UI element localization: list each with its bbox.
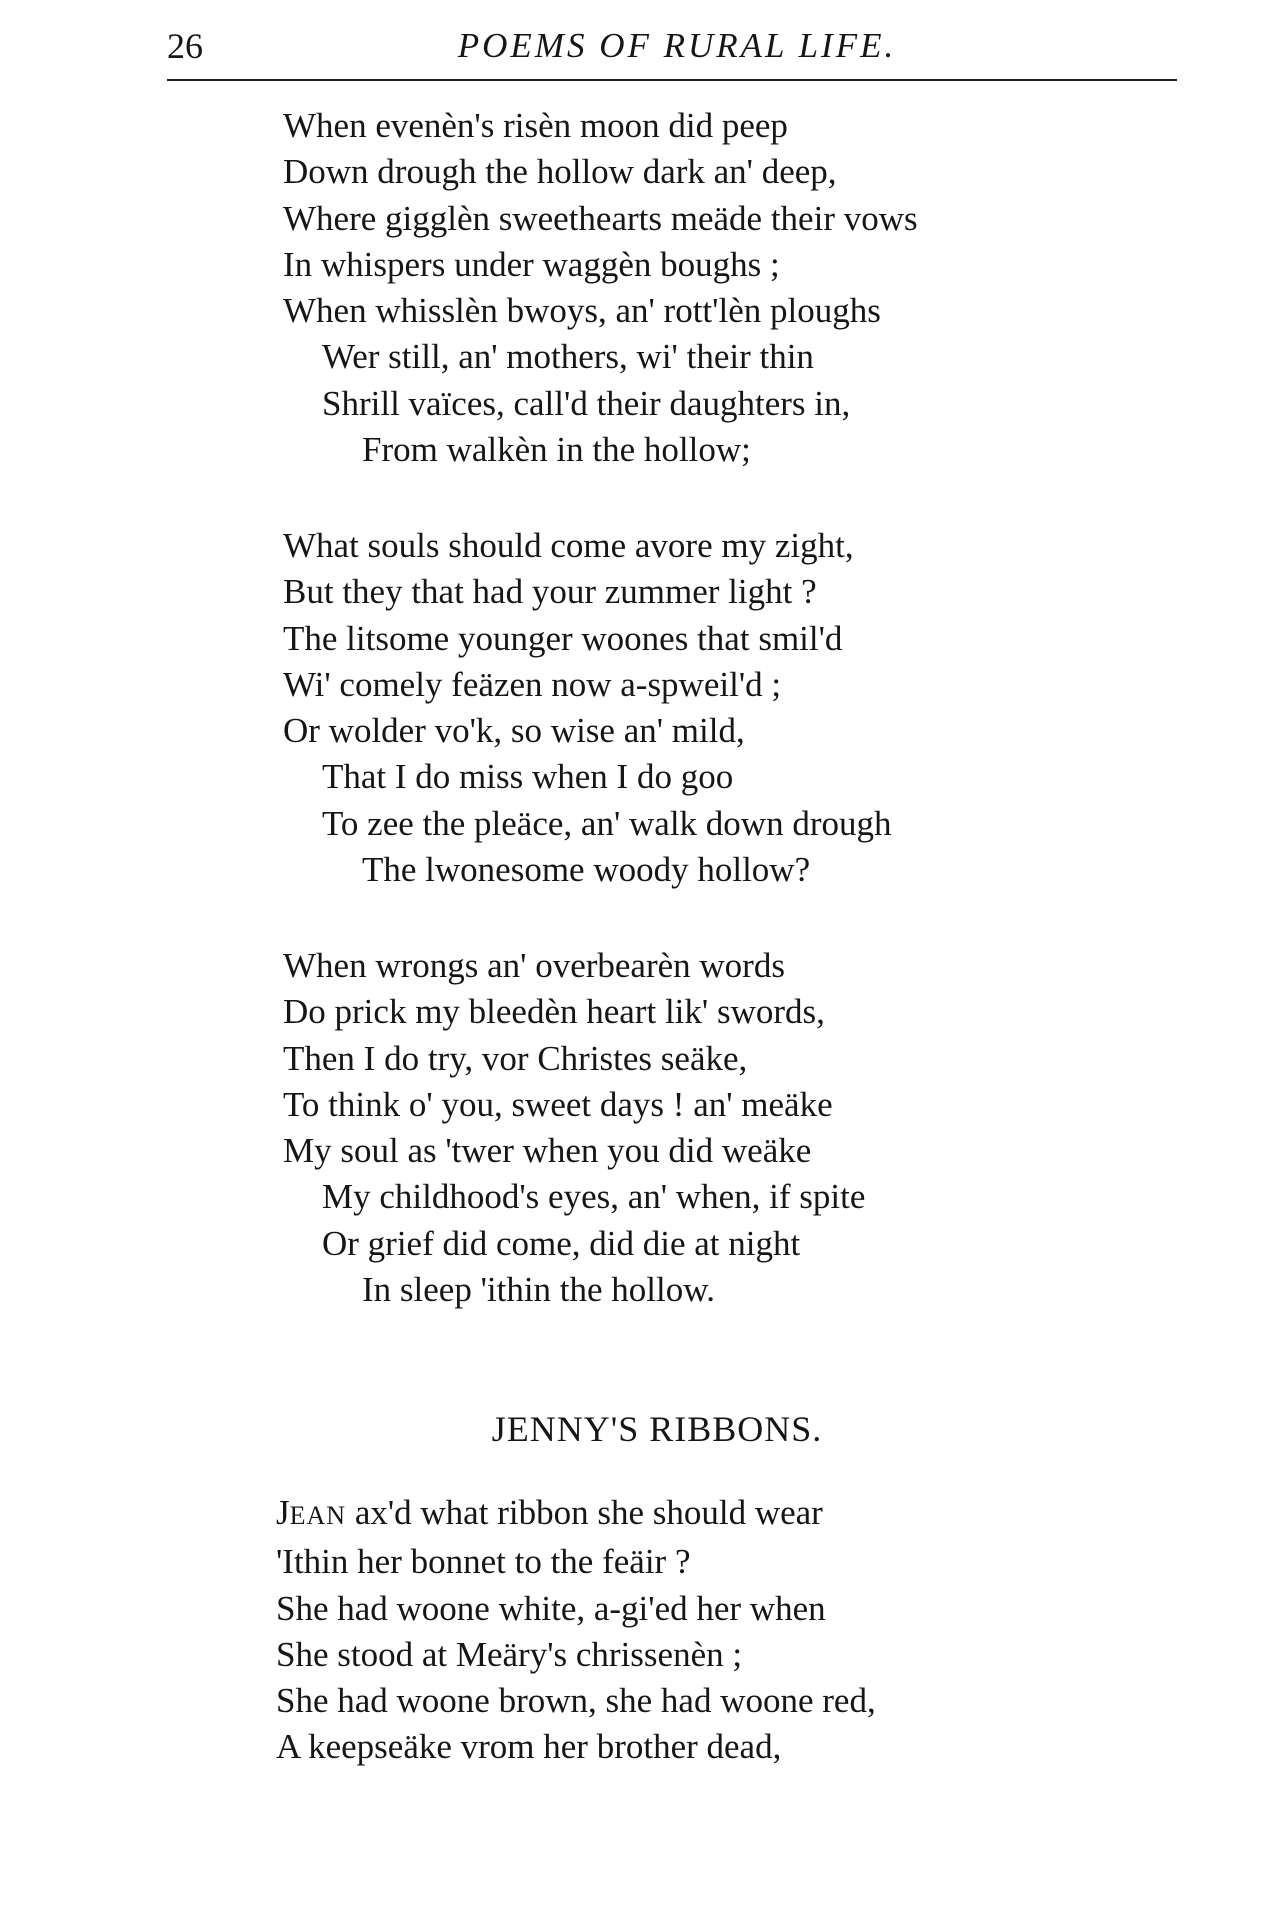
verse-line: What souls should come avore my zight, [283,526,854,565]
verse-line: In sleep 'ithin the hollow. [362,1270,716,1310]
verse-line: My childhood's eyes, an' when, if spite [322,1177,866,1217]
verse-line: Wer still, an' mothers, wi' their thin [322,337,814,377]
verse-line: Shrill vaïces, call'd their daughters in, [322,383,851,423]
verse-line: To think o' you, sweet days ! an' meäke [283,1084,833,1124]
verse-line: Down drough the hollow dark an' deep, [283,152,837,192]
verse-line: When evenèn's risèn moon did peep [283,106,788,145]
verse-line: 'Ithin her bonnet to the feäir ? [276,1542,691,1582]
verse-line: A keepseäke vrom her brother dead, [276,1727,782,1767]
drop-initial: J [276,1493,290,1532]
verse-line: She had woone brown, she had woone red, [276,1681,876,1721]
stanza-3 [283,943,865,1313]
running-head [167,18,1177,74]
running-title: POEMS OF RURAL LIFE. [457,26,897,65]
verse-line: Or grief did come, did die at night [322,1223,801,1263]
stanza-2 [283,523,891,893]
verse-line: She had woone white, a-gi'ed her when [276,1588,826,1628]
first-line-rest: ax'd what ribbon she should wear [346,1493,823,1532]
header-rule [167,79,1177,81]
page-number: 26 [167,26,203,66]
poem-title: JENNY'S RIBBONS. [491,1409,823,1449]
verse-line: Then I do try, vor Christes seäke, [283,1038,748,1078]
verse-line: When whisslèn bwoys, an' rott'lèn ploughs [283,291,881,331]
verse-line: She stood at Meäry's chrissenèn ; [276,1634,743,1674]
verse-line: Or wolder vo'k, so wise an' mild, [283,711,745,751]
verse-line: To zee the pleäce, an' walk down drough [322,803,892,843]
verse-line: From walkèn in the hollow; [362,430,751,470]
verse-line: My soul as 'twer when you did weäke [283,1131,812,1171]
small-caps-word: EAN [289,1501,347,1530]
verse-line: The lwonesome woody hollow? [362,850,811,890]
verse-line: But they that had your zummer light ? [283,572,817,612]
verse-line: Where gigglèn sweethearts meäde their vows [283,198,918,238]
verse-line: When wrongs an' overbearèn words [283,946,785,985]
verse-line: Do prick my bleedèn heart lik' swords, [283,992,825,1032]
verse-line: The litsome younger woones that smil'd [283,618,843,658]
verse-line: That I do miss when I do goo [322,757,734,797]
stanza-4 [276,1490,876,1771]
verse-line: Wi' comely feäzen now a-spweil'd ; [283,664,782,704]
stanza-1 [283,103,918,473]
verse-line-first [276,1490,876,1539]
verse-line: In whispers under waggèn boughs ; [283,244,780,284]
